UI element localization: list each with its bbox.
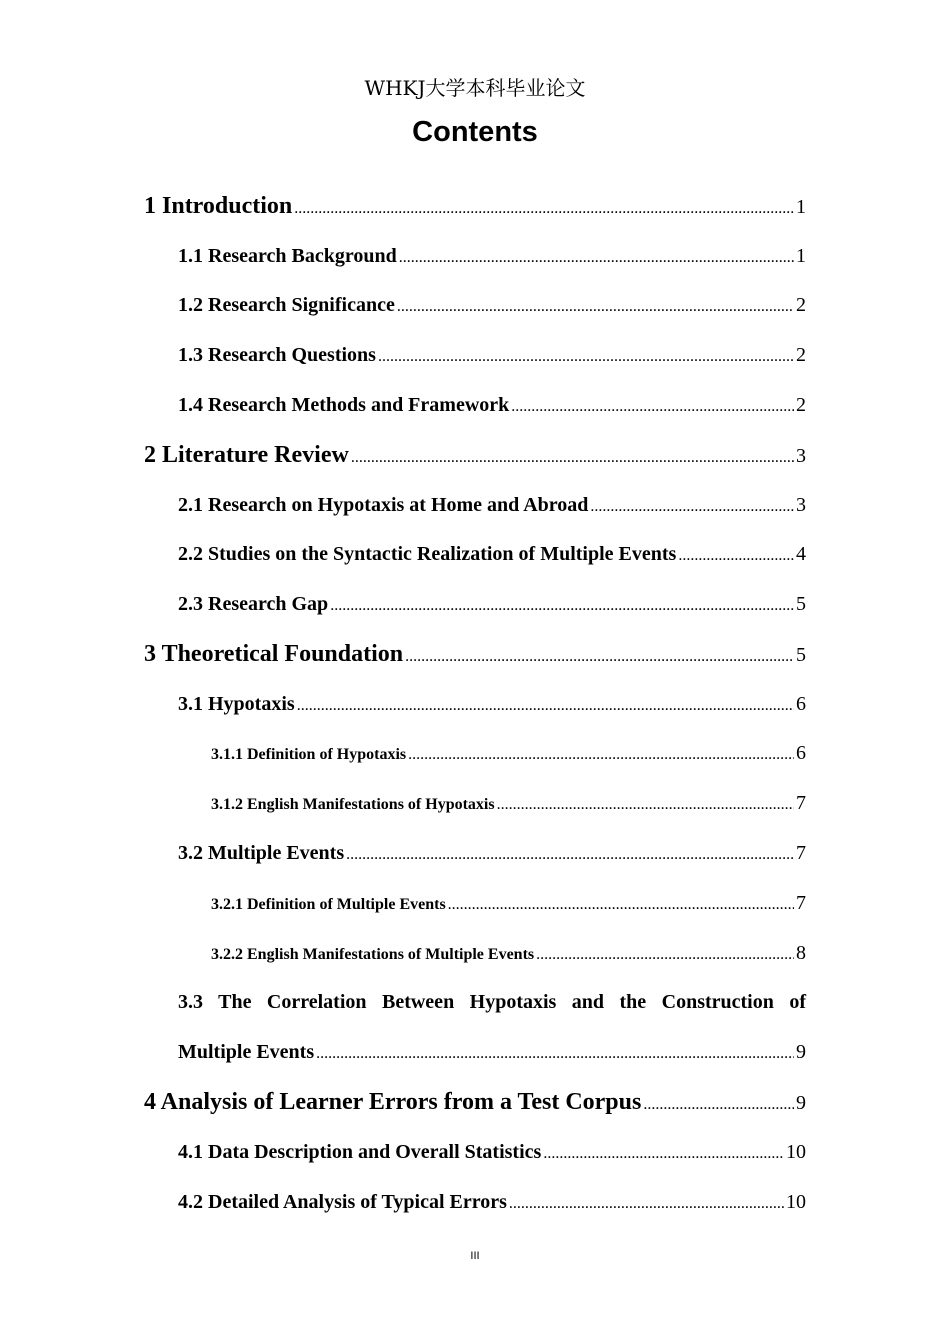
toc-page-number: 2 <box>796 344 806 366</box>
toc-entry[interactable] <box>178 593 806 616</box>
toc-page-number: 3 <box>796 494 806 516</box>
toc-entry[interactable] <box>178 245 806 268</box>
dot-leader <box>408 746 794 764</box>
dot-leader <box>399 249 794 267</box>
toc-entry[interactable] <box>178 693 806 716</box>
dot-leader <box>405 648 794 666</box>
toc-page-number: 9 <box>796 1041 806 1063</box>
toc-entry-label: 2.1 Research on Hypotaxis at Home and Abroad <box>178 494 589 516</box>
toc-entry[interactable] <box>178 1191 806 1214</box>
toc-page-number: 5 <box>796 644 806 666</box>
toc-page-number: 3 <box>796 445 806 467</box>
toc-entry[interactable] <box>178 543 806 566</box>
toc-entry-label: 3.1.1 Definition of Hypotaxis <box>211 746 407 763</box>
toc-entry-label: Multiple Events <box>178 1041 315 1063</box>
toc-entry-label: 2.2 Studies on the Syntactic Realization of Multiple Events <box>178 543 677 565</box>
toc-entry[interactable] <box>211 942 806 965</box>
toc-page-number: 2 <box>796 394 806 416</box>
toc-entry[interactable] <box>178 394 806 417</box>
dot-leader <box>346 846 794 864</box>
toc-entry[interactable] <box>211 792 806 815</box>
toc-entry-label: 1 Introduction <box>144 193 293 219</box>
dot-leader <box>543 1145 784 1163</box>
dot-leader <box>351 449 794 467</box>
toc-entry-label: 3 Theoretical Foundation <box>144 641 404 667</box>
dot-leader <box>316 1045 794 1063</box>
running-header: WHKJ大学本科毕业论文 <box>364 76 586 100</box>
toc-entry[interactable] <box>144 641 806 668</box>
dot-leader <box>330 597 794 615</box>
toc-entry-label: 1.1 Research Background <box>178 245 397 267</box>
toc-page-number: 9 <box>796 1092 806 1114</box>
toc-page-number: 8 <box>796 942 806 964</box>
dot-leader <box>511 398 794 416</box>
toc-entry-label: 2 Literature Review <box>144 442 349 468</box>
toc-entry[interactable] <box>144 442 806 469</box>
toc-entry-label: 1.4 Research Methods and Framework <box>178 394 510 416</box>
dot-leader <box>397 298 794 316</box>
toc-entry[interactable] <box>144 193 806 220</box>
dot-leader <box>294 200 794 218</box>
toc-entry-label: 4 Analysis of Learner Errors from a Test Corpus <box>144 1089 642 1115</box>
dot-leader <box>509 1195 784 1213</box>
dot-leader <box>536 946 794 964</box>
toc-page-number: 10 <box>786 1191 806 1213</box>
dot-leader <box>497 796 794 814</box>
dot-leader <box>678 547 794 565</box>
toc-entry[interactable] <box>178 1141 806 1164</box>
toc-entry-label: 2.3 Research Gap <box>178 593 329 615</box>
dot-leader <box>297 697 794 715</box>
toc-page-number: 5 <box>796 593 806 615</box>
toc-page-number: 10 <box>786 1141 806 1163</box>
toc-entry-label: 3.1.2 English Manifestations of Hypotaxis <box>211 796 495 813</box>
toc-entry[interactable] <box>178 344 806 367</box>
toc-page-number: 7 <box>796 792 806 814</box>
toc-entry[interactable] <box>144 1089 806 1116</box>
page-title: Contents <box>412 116 538 148</box>
toc-page-number: 7 <box>796 892 806 914</box>
toc-entry-label: 3.1 Hypotaxis <box>178 693 295 715</box>
toc-entry-label: 4.1 Data Description and Overall Statistics <box>178 1141 542 1163</box>
toc-page-number: 7 <box>796 842 806 864</box>
dot-leader <box>378 348 794 366</box>
toc-page-number: 2 <box>796 294 806 316</box>
toc-page-number: 6 <box>796 742 806 764</box>
toc-page-number: 4 <box>796 543 806 565</box>
toc-entry[interactable] <box>211 892 806 915</box>
toc-entry-label: 3.2.1 Definition of Multiple Events <box>211 896 446 913</box>
toc-page-number: 6 <box>796 693 806 715</box>
toc-entry-label: 3.2 Multiple Events <box>178 842 345 864</box>
toc-entry[interactable] <box>178 494 806 517</box>
toc-entry[interactable] <box>178 842 806 865</box>
toc-page-number: 1 <box>796 245 806 267</box>
toc-entry[interactable] <box>178 1041 806 1064</box>
toc-entry-label: 1.2 Research Significance <box>178 294 395 316</box>
dot-leader <box>643 1096 794 1114</box>
toc-entry[interactable] <box>211 742 806 765</box>
toc-entry-label: 1.3 Research Questions <box>178 344 376 366</box>
page-number-footer: III <box>470 1250 480 1262</box>
toc-page-number: 1 <box>796 196 806 218</box>
dot-leader <box>590 498 794 516</box>
dot-leader <box>448 896 794 914</box>
toc-entry-label: 3.2.2 English Manifestations of Multiple Events <box>211 946 535 963</box>
toc-entry-label-first-line[interactable]: 3.3 The Correlation Between Hypotaxis and the Construction of <box>178 991 806 1013</box>
toc-entry-label: 4.2 Detailed Analysis of Typical Errors <box>178 1191 507 1213</box>
toc-entry[interactable] <box>178 294 806 317</box>
